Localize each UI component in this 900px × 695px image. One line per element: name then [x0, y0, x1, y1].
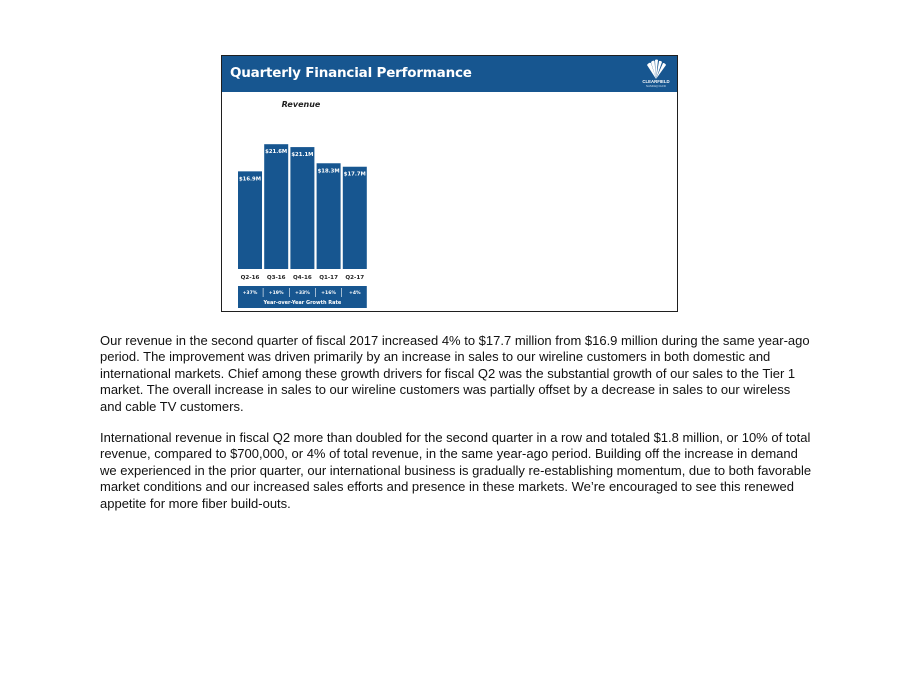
bar-data-label: $16.9M	[238, 176, 262, 183]
chart-title: Revenue	[281, 100, 321, 109]
logo-subtext: NASDAQ:CLFD	[646, 84, 666, 88]
bar-data-label: $17.7M	[343, 171, 366, 178]
bar-data-label: $18.3M	[317, 168, 340, 175]
x-tick-label: Q2-17	[345, 275, 365, 281]
x-axis-ticks	[241, 275, 365, 281]
x-tick-label: Q2-16	[240, 275, 260, 281]
growth-value: +33%	[294, 291, 310, 296]
logo-text: CLEARFIELD	[642, 79, 670, 84]
growth-rate-strip	[238, 286, 367, 308]
slide-panel	[221, 55, 678, 312]
paragraph-revenue: Our revenue in the second quarter of fiscal 2017 increased 4% to $17.7 million from $16.9 million during the same year-ago period. The improvement was driven primarily by an increase in sales to our wireline customers in both domestic and international markets. Chief among these growth drivers for fiscal Q2 was the substantial growth of our sales to the Tier 1 market. The overall increase in sales to our wireline customers was partially offset by a decrease in sales to our wireless and cable TV customers.	[100, 333, 810, 414]
x-tick-label: Q3-16	[266, 275, 286, 281]
growth-caption: Year-over-Year Growth Rate	[263, 300, 342, 306]
bar-Q3-16	[264, 144, 288, 269]
growth-value: +4%	[348, 291, 361, 296]
paragraph-international: International revenue in fiscal Q2 more than doubled for the second quarter in a row and totaled $1.8 million, or 10% of total revenue, compared to $700,000, or 4% of total revenue, in the same year-ago period. Building off the increase in demand we experienced in the prior quarter, our international business is gradually re-establishing momentum, due to both favorable market conditions and our increased sales efforts and presence in these markets. We’re encouraged to see this renewed appetite for more fiber build-outs.	[100, 430, 812, 511]
slide-title: Quarterly Financial Performance	[230, 65, 472, 81]
bar-Q2-17	[343, 167, 367, 269]
revenue-chart	[222, 92, 677, 311]
bar-data-label: $21.6M	[265, 149, 288, 156]
logo-shell-icon	[641, 59, 671, 81]
x-tick-label: Q4-16	[293, 275, 312, 281]
x-tick-label: Q1-17	[319, 275, 338, 281]
clearfield-logo	[641, 59, 671, 90]
bar-data-label: $21.1M	[291, 152, 314, 159]
growth-value: +37%	[242, 291, 258, 296]
bar-Q4-16	[290, 147, 314, 269]
bar-Q2-16	[238, 171, 262, 269]
slide-header	[222, 56, 677, 92]
bars-group	[238, 144, 367, 269]
growth-value: +16%	[321, 291, 337, 296]
growth-value: +19%	[268, 291, 284, 296]
bar-Q1-17	[317, 163, 341, 269]
